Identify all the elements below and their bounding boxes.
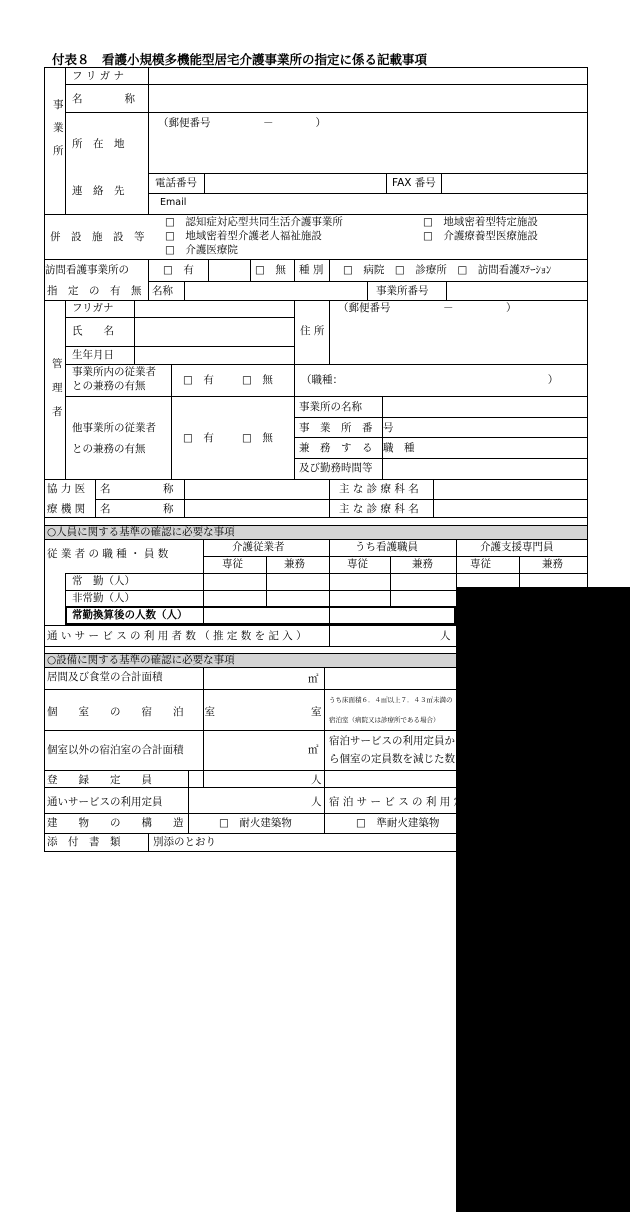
houmon-yes: □ 有	[163, 264, 194, 276]
kyoryoku-name-1: 名 称	[100, 483, 174, 495]
jinin-label: 従 業 者 の 職 種 ・ 員 数	[47, 548, 169, 560]
rule-h	[44, 259, 587, 260]
kyoryoku-label-2: 療 機 関	[47, 503, 86, 515]
label-other-capacity-2: ら個室の定員数を減じた数	[329, 753, 455, 765]
label-fax: FAX 番号	[392, 177, 436, 189]
label-koshitsu: 個 室 の 宿 泊 室	[47, 706, 215, 718]
label-other-capacity-1: 宿泊サービスの利用定員から	[329, 735, 466, 747]
rule-v	[324, 770, 325, 833]
rule-v	[329, 625, 330, 646]
heisetsu-opt-1: □ 認知症対応型共同生活介護事業所	[165, 216, 343, 228]
kyoryoku-shinryo-1: 主 な 診 療 科 名	[339, 483, 419, 495]
kanri-side-2: 理	[52, 382, 63, 394]
rule-h	[65, 364, 294, 365]
rule-h	[44, 517, 587, 518]
label-heisetsu: 併 設 施 設 等	[50, 231, 145, 243]
heisetsu-opt-2: □ 地域密着型特定施設	[423, 216, 538, 228]
rule-v	[148, 259, 149, 300]
kyoryoku-name-2: 名 称	[100, 503, 174, 515]
jinin-senju-1: 専従	[222, 558, 243, 570]
rule-v	[329, 606, 330, 625]
rule-v	[44, 67, 45, 851]
kyoryoku-shinryo-2: 主 な 診 療 科 名	[339, 503, 419, 515]
rule-h	[294, 417, 587, 418]
rule-v	[433, 479, 434, 517]
rule-h	[65, 396, 587, 397]
rule-h	[65, 346, 294, 347]
kozo-opt-1: □ 耐火建築物	[219, 817, 292, 829]
koshitsu-unit: 室	[311, 706, 322, 718]
kayoi-unit: 人	[440, 630, 451, 642]
rule-v	[441, 173, 442, 193]
rule-v	[266, 556, 267, 606]
kanri-shokushu: （職種： ）	[301, 374, 559, 386]
heisetsu-opt-3: □ 地域密着型介護老人福祉施設	[165, 230, 322, 242]
rule-v	[386, 173, 387, 193]
rule-v	[250, 259, 251, 281]
rule-h	[65, 112, 587, 113]
rule-v	[367, 281, 368, 300]
label-meisho: 名称	[152, 285, 173, 297]
label-kyoshitsu: 居間及び食堂の合計面積	[47, 671, 163, 683]
rule-h	[294, 437, 587, 438]
rule-h	[44, 300, 587, 301]
rule-v	[203, 606, 204, 625]
kanri-in-yes: □ 有	[183, 374, 214, 386]
rule-v	[188, 770, 189, 833]
jinin-heading: ○人員に関する基準の確認に必要な事項	[47, 526, 235, 538]
houmon-no: □ 無	[255, 264, 286, 276]
rule-h	[294, 364, 587, 365]
jigyosho-side-2: 業	[53, 122, 64, 134]
kanri-label-birth: 生年月日	[72, 349, 114, 361]
kanri-label-address: 住 所	[300, 325, 325, 337]
kanri-postal: （郵便番号 － ）	[338, 302, 517, 314]
kanri-side-3: 者	[52, 406, 63, 418]
jinin-col-shien: 介護支援専門員	[480, 541, 554, 553]
kanri-label-in1: 事業所内の従業者	[72, 366, 156, 378]
kanri-side-1: 管	[52, 358, 63, 370]
kayoi-teiin-unit: 人	[311, 796, 322, 808]
rule-h	[44, 214, 587, 215]
jinin-kenmu-3: 兼務	[542, 558, 563, 570]
rule-v	[208, 259, 209, 281]
setsubi-heading: ○設備に関する基準の確認に必要な事項	[47, 654, 235, 666]
label-houmon-1: 訪問看護事業所の	[45, 264, 129, 276]
form-title: 付表８ 看護小規模多機能型居宅介護事業所の指定に係る記載事項	[52, 52, 428, 67]
kanri-label-in2: との兼務の有無	[72, 380, 146, 392]
kanri-label-name: 氏 名	[72, 325, 114, 337]
label-email: Email	[160, 197, 187, 208]
rule-v	[446, 281, 447, 300]
kanri-label-out1: 他事業所の従業者	[72, 422, 156, 434]
label-tel: 電話番号	[155, 177, 197, 189]
rule-h	[148, 173, 587, 174]
rule-v	[329, 300, 330, 364]
heisetsu-opt-4: □ 介護療養型医療施設	[423, 230, 538, 242]
label-shukuhaku: 宿 泊 サ ー ビ ス の 利 用 定 員	[329, 796, 478, 808]
note-unit: 室	[574, 706, 585, 718]
rule-v	[329, 259, 330, 281]
jinin-senju-3: 専従	[470, 558, 491, 570]
label-tenpu: 添 付 書 類	[47, 836, 121, 848]
rule-v	[204, 173, 205, 193]
kozo-opt-2: □ 準耐火建築物	[356, 817, 440, 829]
kyoryoku-label-1: 協 力 医	[47, 483, 86, 495]
kanri-out-yes: □ 有	[183, 432, 214, 444]
other-capacity-unit: 人	[574, 746, 585, 758]
rule-h	[148, 193, 587, 194]
shukuhaku-unit: 人	[574, 796, 585, 808]
rule-v	[95, 479, 96, 517]
jinin-row-kansan: 常勤換算後の人数（人）	[72, 609, 188, 621]
label-contact: 連 絡 先	[72, 185, 125, 197]
jinin-kenmu-2: 兼務	[412, 558, 433, 570]
rule-v	[184, 281, 185, 300]
label-shubetsu: 種 別	[299, 264, 324, 276]
label-name: 名 称	[72, 93, 135, 105]
rule-h	[44, 67, 587, 68]
kanri-label-r4: 及び勤務時間等	[299, 462, 373, 474]
label-kayoi-teiin: 通いサービスの利用定員	[47, 796, 163, 808]
rule-v	[324, 667, 325, 787]
rule-v	[65, 67, 66, 214]
rule-v	[294, 259, 295, 281]
betten-text: 別添のとおり	[153, 836, 216, 848]
note-line-2: 宿泊室（病院又は診療所である場合）	[329, 716, 440, 724]
rule-v	[184, 479, 185, 517]
kanri-label-r2: 事 業 所 番 号	[299, 422, 394, 434]
rule-h	[203, 556, 587, 557]
rule-h	[95, 499, 587, 500]
rule-v	[329, 479, 330, 517]
rule-v	[134, 300, 135, 364]
rule-h	[44, 539, 587, 540]
rule-v	[148, 833, 149, 851]
rule-h	[65, 84, 587, 85]
jinin-kenmu-1: 兼務	[284, 558, 305, 570]
heisetsu-opt-5: □ 介護医療院	[165, 244, 238, 256]
kayoi-label: 通 い サ ー ビ ス の 利 用 者 数 （ 推 定 数 を 記 入 ）	[47, 630, 307, 642]
kanri-label-furigana: フリガナ	[72, 302, 114, 314]
label-furigana: フ リ ガ ナ	[72, 70, 125, 82]
jinin-col-kango: うち看護職員	[355, 541, 418, 553]
rule-v	[390, 556, 391, 606]
rule-h	[456, 587, 630, 1212]
label-houmon-2: 指 定 の 有 無	[47, 285, 142, 297]
kanri-label-r1: 事業所の名称	[299, 401, 362, 413]
rule-v	[294, 364, 295, 479]
kozo-opt-3: □ その他	[508, 817, 560, 829]
note-line-1: うち床面積６．４㎡以上７．４３㎡未満の	[329, 696, 453, 704]
kanri-label-out2: との兼務の有無	[72, 443, 146, 455]
jinin-row-hijokin: 非常勤（人）	[72, 592, 135, 604]
toroku-unit: 人	[311, 774, 322, 786]
kanri-in-no: □ 無	[242, 374, 273, 386]
other-area-unit: ㎡	[308, 744, 319, 756]
rule-h	[65, 573, 587, 574]
rule-v	[65, 300, 66, 479]
rule-h	[65, 317, 294, 318]
kanri-label-r3: 兼 務 す る 職 種	[299, 442, 415, 454]
label-jigyosho-bango: 事業所番号	[376, 285, 429, 297]
label-kozo: 建 物 の 構 造	[47, 817, 184, 829]
jinin-col-kaigo: 介護従業者	[232, 541, 285, 553]
label-toroku: 登 録 定 員	[47, 774, 152, 786]
postal-code-field: （郵便番号 － ）	[158, 117, 326, 129]
kanri-out-no: □ 無	[242, 432, 273, 444]
rule-h	[44, 479, 587, 480]
houmon-type-options: □ 病院 □ 診療所 □ 訪問看護ｽﾃｰｼｮﾝ	[343, 264, 552, 276]
rule-v	[203, 667, 204, 787]
rule-dashed	[382, 458, 587, 459]
jinin-senju-2: 専従	[347, 558, 368, 570]
rule-v	[171, 364, 172, 479]
jigyosho-side-1: 事	[53, 99, 64, 111]
label-other-area: 個室以外の宿泊室の合計面積	[47, 744, 184, 756]
label-address: 所 在 地	[72, 138, 125, 150]
jinin-row-jokin: 常 勤（人）	[72, 575, 135, 587]
jigyosho-side-3: 所	[53, 145, 64, 157]
rule-v	[382, 396, 383, 479]
rule-v	[148, 67, 149, 214]
kyoshitsu-unit: ㎡	[308, 673, 319, 685]
